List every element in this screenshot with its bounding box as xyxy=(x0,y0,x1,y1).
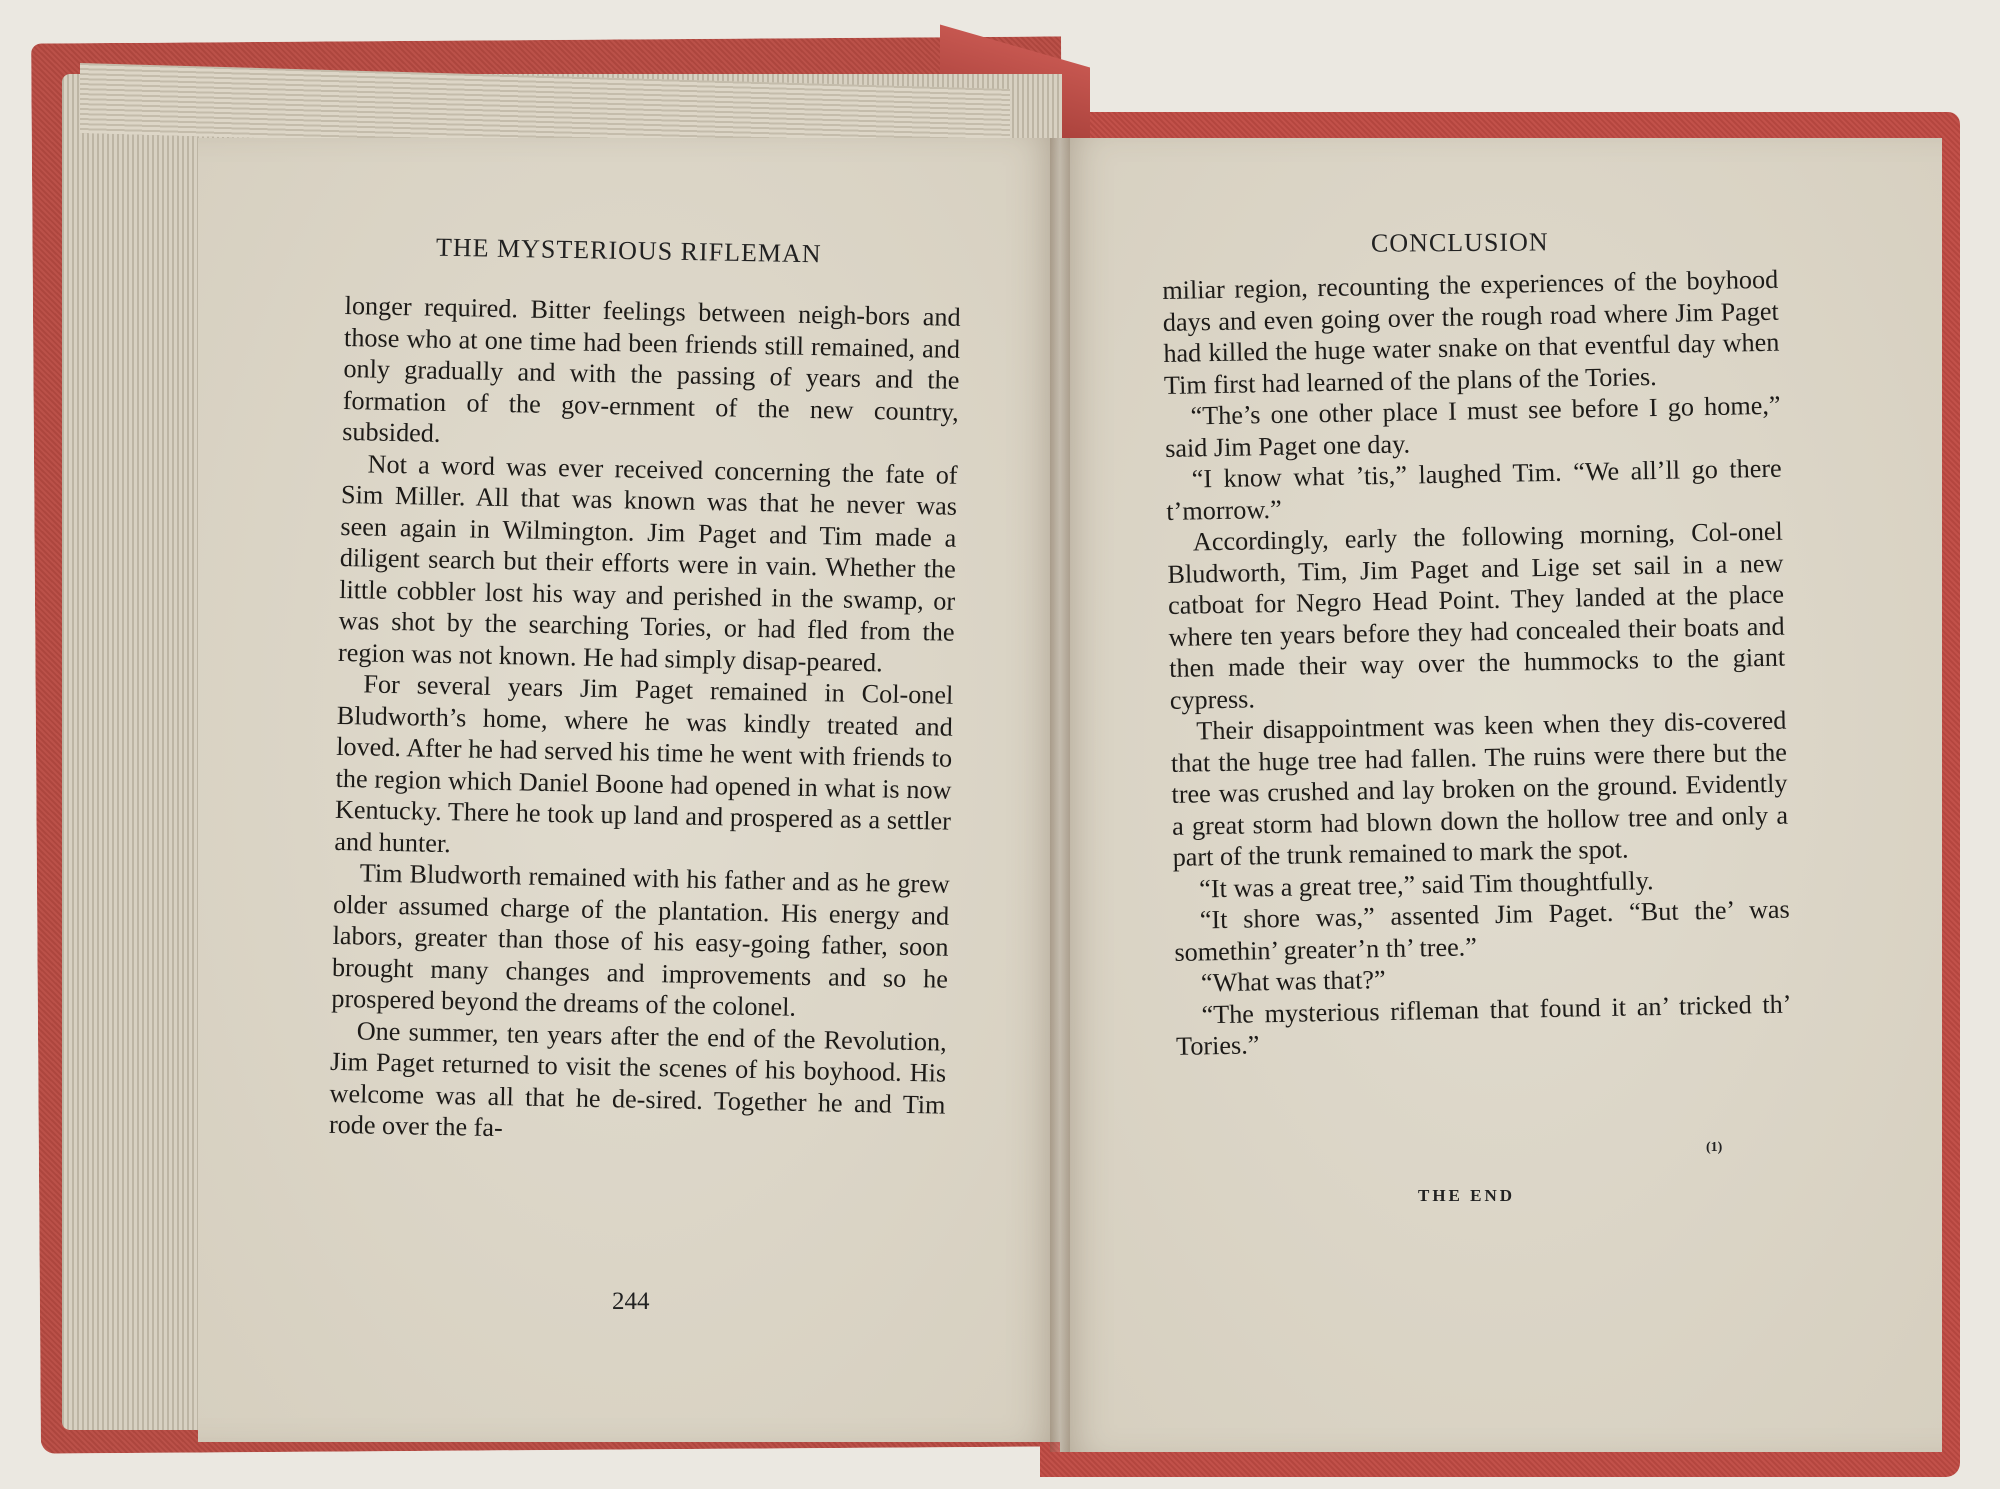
paragraph: Their disappointment was keen when they dis-covered that the huge tree had fallen. The ruins were there but the tree was crushed and lay broken on the ground. Evidently a great storm had blown down the hollow tree and only a part of the trunk remained to mark the spot. xyxy=(1170,705,1789,872)
paragraph: miliar region, recounting the experiences of the boyhood days and even going over the rough road where Jim Paget had killed the huge water snake on that eventful day when Tim first had learned of the plans of the Tories. xyxy=(1162,264,1780,400)
left-running-head: THE MYSTERIOUS RIFLEMAN xyxy=(435,232,822,269)
paragraph: “The’s one other place I must see before I go home,” said Jim Paget one day. xyxy=(1164,390,1781,463)
paragraph: Accordingly, early the following morning, Col-onel Bludworth, Tim, Jim Paget and Lige set sail in a new catboat for Negro Head Point. They landed at the place where ten years before they had concealed their boats and then made their way over the hummocks to the giant cypress. xyxy=(1167,516,1786,715)
paragraph: Tim Bludworth remained with his father and as he grew older assumed charge of the plantation. His energy and labors, greater than those of his easy-going father, soon brought many changes and improvements and so he prospered beyond the dreams of the colonel. xyxy=(331,858,950,1022)
book-gutter xyxy=(1050,138,1070,1452)
paragraph: “It was a great tree,” said Tim thoughtfully. xyxy=(1198,865,1654,903)
paragraph: “The mysterious rifleman that found it an’ tricked th’ Tories.” xyxy=(1175,989,1792,1061)
paragraph: longer required. Bitter feelings between neigh-bors and those who at one time had been friends still remained, and only gradually and with the passing of years and the formation of the gov-ernment of the new country, subsided. xyxy=(342,290,961,448)
paragraph: “It shore was,” assented Jim Paget. “But the’ was somethin’ greater’n th’ tree.” xyxy=(1174,894,1790,967)
footnote-mark: (1) xyxy=(1706,1140,1723,1155)
paragraph: “I know what ’tis,” laughed Tim. “We all’ll go there t’morrow.” xyxy=(1166,453,1782,526)
paragraph: For several years Jim Paget remained in Col-onel Bludworth’s home, where he was kindly treated and loved. After he had served his time he went with friends to the region which Daniel Boone had opened in what is now Kentucky. There he took up land and prospered as a settler and hunter. xyxy=(334,669,954,858)
paragraph: One summer, ten years after the end of the Revolution, Jim Paget returned to visit the scenes of his boyhood. His welcome was all that he de-sired. Together he and Tim rode over the fa- xyxy=(328,1015,947,1143)
the-end-label: THE END xyxy=(1418,1186,1516,1205)
right-page-text xyxy=(1162,264,1792,1063)
left-page-text xyxy=(329,290,961,1152)
page-number: 244 xyxy=(612,1288,650,1315)
paragraph: Not a word was ever received concerning the fate of Sim Miller. All that was known was that he never was seen again in Wilmington. Jim Paget and Tim made a diligent search but their efforts were in vain. Whether the little cobbler lost his way and perished in the swamp, or was shot by the searching Tories, or had fled from the region was not known. He had simply disap-peared. xyxy=(337,448,958,677)
paragraph: “What was that?” xyxy=(1200,965,1386,998)
right-running-head: CONCLUSION xyxy=(1370,227,1549,258)
